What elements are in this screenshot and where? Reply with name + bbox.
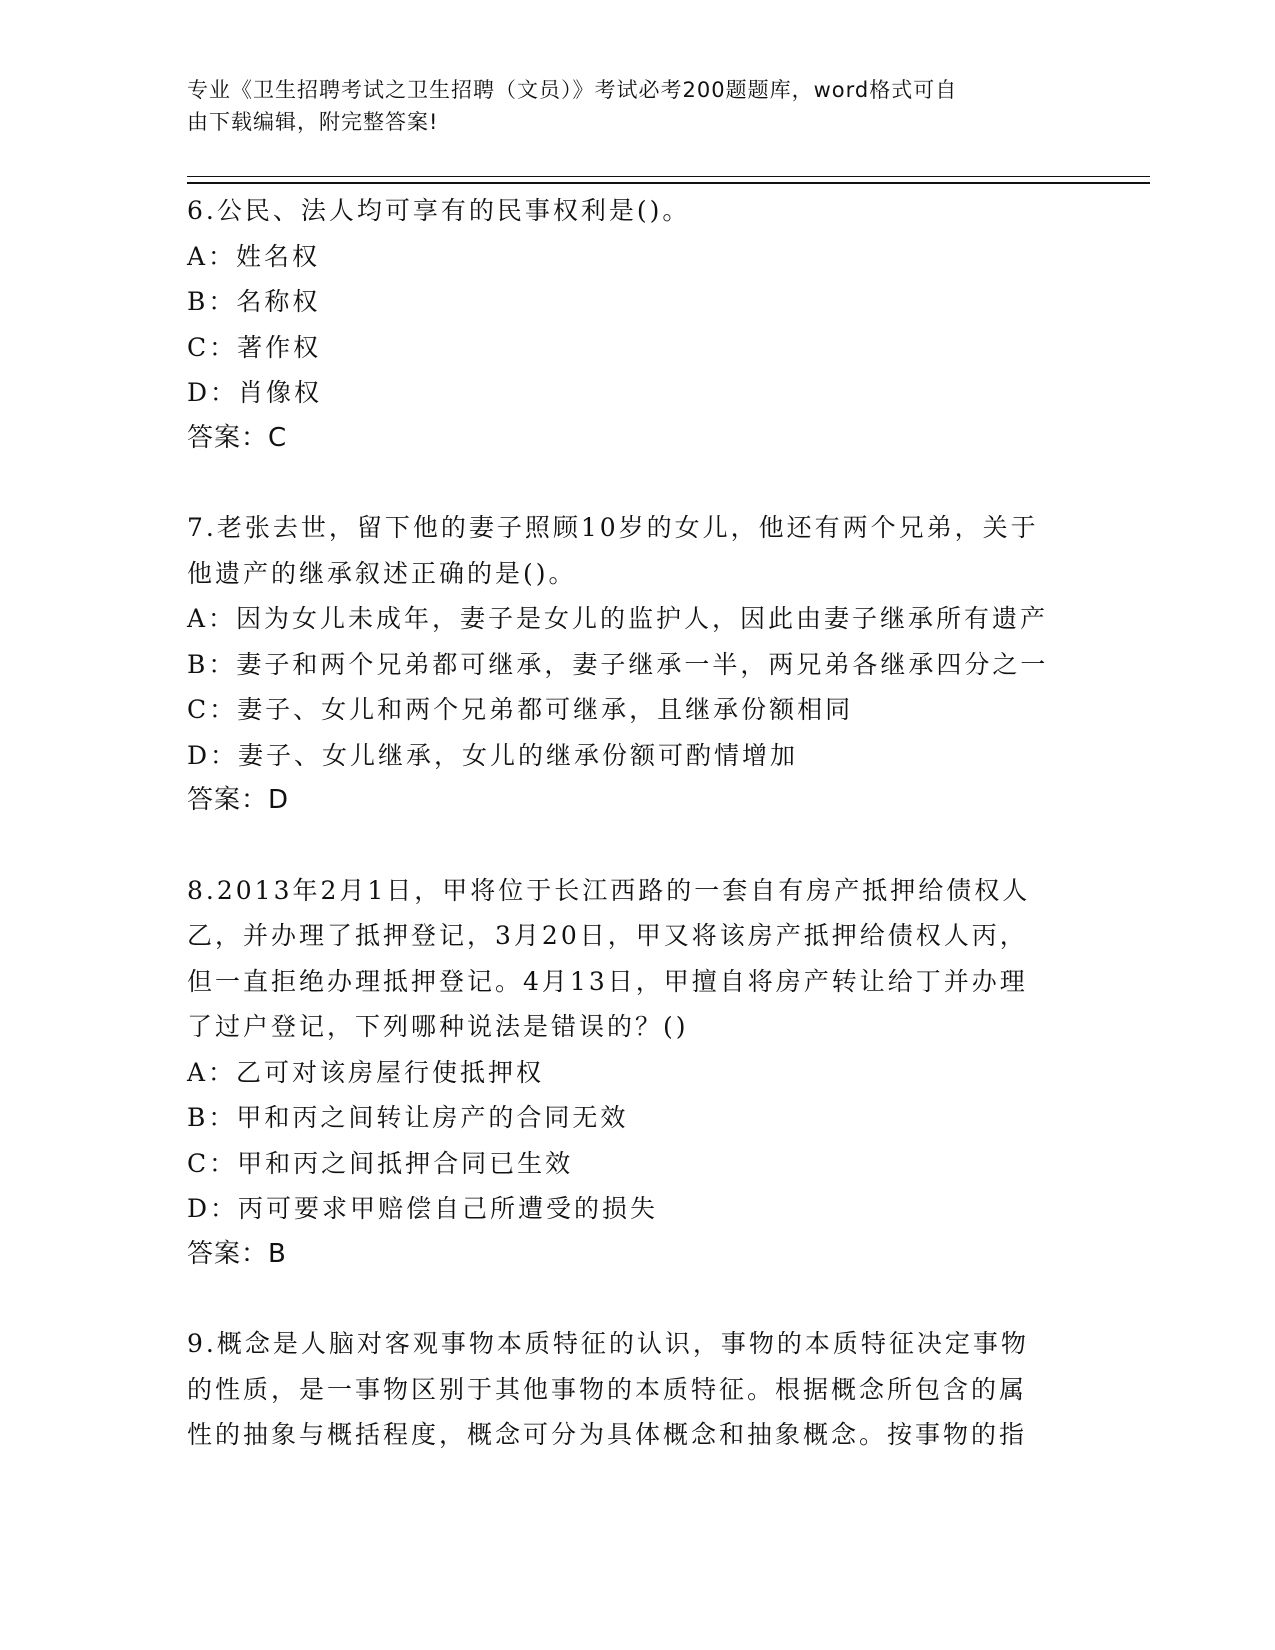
header-line-1: 专业《卫生招聘考试之卫生招聘（文员）》考试必考200题题库，word格式可自 xyxy=(187,78,958,102)
answer-line: 答案：D xyxy=(187,785,290,815)
header-line-2: 由下载编辑，附完整答案! xyxy=(187,110,439,134)
option-d: D：妻子、女儿继承，女儿的继承份额可酌情增加 xyxy=(187,740,799,770)
question-text-line: 6.公民、法人均可享有的民事权利是()。 xyxy=(187,196,691,225)
option-a: A：乙可对该房屋行使抵押权 xyxy=(187,1057,545,1087)
header-divider-thick xyxy=(187,182,1150,184)
question-block xyxy=(187,188,1087,461)
question-block xyxy=(187,868,1087,1278)
option-c: C：著作权 xyxy=(187,332,322,362)
question-text-line: 8.2013年2月1日，甲将位于长江西路的一套自有房产抵押给债权人 xyxy=(187,875,1031,905)
header-divider-thin xyxy=(187,176,1150,177)
option-b: B：名称权 xyxy=(187,287,321,316)
answer-line: 答案：C xyxy=(187,422,288,453)
question-text-line: 9.概念是人脑对客观事物本质特征的认识，事物的本质特征决定事物 xyxy=(187,1329,1029,1358)
question-text-line: 性的抽象与概括程度，概念可分为具体概念和抽象概念。按事物的指 xyxy=(187,1420,1028,1449)
question-block xyxy=(187,1321,1087,1458)
question-text-line: 的性质，是一事物区别于其他事物的本质特征。根据概念所包含的属 xyxy=(187,1374,1028,1404)
option-d: D：丙可要求甲赔偿自己所遭受的损失 xyxy=(187,1194,659,1223)
question-text-line: 了过户登记，下列哪种说法是错误的？() xyxy=(187,1012,689,1041)
option-c: C：妻子、女儿和两个兄弟都可继承，且继承份额相同 xyxy=(187,695,854,724)
question-block xyxy=(187,505,1087,824)
option-a: A：姓名权 xyxy=(187,241,321,271)
option-a: A：因为女儿未成年，妻子是女儿的监护人，因此由妻子继承所有遗产 xyxy=(187,604,1049,633)
question-text-line: 他遗产的继承叙述正确的是()。 xyxy=(187,558,577,588)
question-text-line: 但一直拒绝办理抵押登记。4月13日，甲擅自将房产转让给丁并办理 xyxy=(187,966,1028,996)
option-c: C：甲和丙之间抵押合同已生效 xyxy=(187,1148,574,1178)
document-header xyxy=(187,74,1067,138)
option-b: B：妻子和两个兄弟都可继承，妻子继承一半，两兄弟各继承四分之一 xyxy=(187,649,1049,679)
question-text-line: 乙，并办理了抵押登记，3月20日，甲又将该房产抵押给债权人丙， xyxy=(187,921,1028,950)
option-b: B：甲和丙之间转让房产的合同无效 xyxy=(187,1103,629,1132)
answer-line: 答案：B xyxy=(187,1238,287,1269)
question-text-line: 7.老张去世，留下他的妻子照顾10岁的女儿，他还有两个兄弟，关于 xyxy=(187,513,1039,542)
option-d: D：肖像权 xyxy=(187,378,323,407)
question-list xyxy=(187,188,1087,1502)
